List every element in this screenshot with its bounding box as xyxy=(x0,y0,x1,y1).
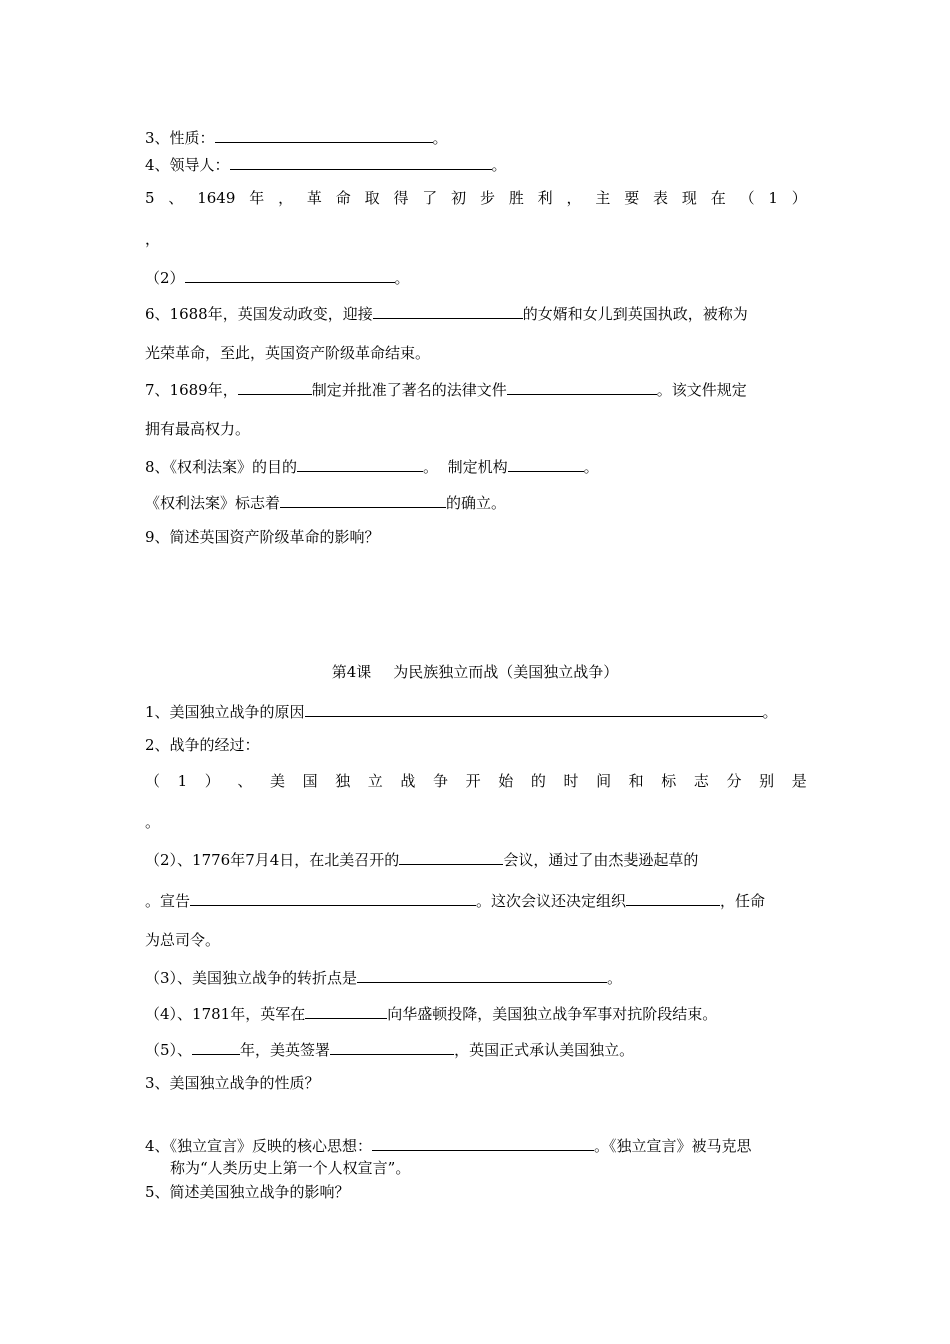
lesson-title: 第4课 为民族独立而战（美国独立战争） xyxy=(331,663,619,681)
question-7-line1: 7、1689年， 制定并批准了著名的法律文件 。该文件规定 xyxy=(145,378,747,400)
question-9: 9、简述英国资产阶级革命的影响？ xyxy=(145,528,380,546)
l4-question-3: 3、美国独立战争的性质？ xyxy=(145,1074,320,1092)
question-8-line1: 8、《权利法案》的目的 。 制定机构 。 xyxy=(145,455,599,477)
answer-blank[interactable] xyxy=(626,889,720,906)
answer-blank[interactable] xyxy=(305,1002,387,1019)
l4-question-2: 2、战争的经过： xyxy=(145,736,260,754)
l4-question-2-2-line3: 为总司令。 xyxy=(145,931,221,949)
answer-blank[interactable] xyxy=(230,153,492,170)
answer-blank[interactable] xyxy=(373,302,523,319)
question-8-line2: 《权利法案》标志着 的确立。 xyxy=(145,491,506,513)
answer-blank[interactable] xyxy=(297,455,423,472)
answer-blank[interactable] xyxy=(507,378,657,395)
l4-question-2-2-line1: （2）、1776年7月4日，在北美召开的 会议，通过了由杰斐逊起草的 xyxy=(145,848,698,870)
l4-question-2-1-end: 。 xyxy=(145,813,161,831)
l4-question-4-line2: 称为“人类历史上第一个人权宣言”。 xyxy=(170,1159,411,1177)
l4-question-2-5: （5）、 年，美英签署 ，英国正式承认美国独立。 xyxy=(145,1038,634,1060)
answer-blank[interactable] xyxy=(372,1134,594,1151)
l4-question-2-4: （4）、1781年，英军在 向华盛顿投降，美国独立战争军事对抗阶段结束。 xyxy=(145,1002,717,1024)
l4-question-4-line1: 4、《独立宣言》反映的核心思想： 。《独立宣言》被马克思 xyxy=(145,1134,752,1156)
answer-blank[interactable] xyxy=(399,848,503,865)
question-6-line1: 6、1688年，英国发动政变，迎接 的女婿和女儿到英国执政，被称为 xyxy=(145,302,748,324)
l4-question-5: 5、简述美国独立战争的影响？ xyxy=(145,1183,350,1201)
answer-blank[interactable] xyxy=(508,455,584,472)
question-5-line1: 5 、 1649 年 ， 革 命 取 得 了 初 步 胜 利 ， 主 要 表 现 在 （ 1 ） xyxy=(145,189,807,207)
answer-blank[interactable] xyxy=(357,966,607,983)
answer-blank[interactable] xyxy=(305,700,763,717)
question-7-line2: 拥有最高权力。 xyxy=(145,420,251,438)
answer-blank[interactable] xyxy=(192,1038,240,1055)
answer-blank[interactable] xyxy=(215,126,433,143)
l4-question-2-2-line2: 。宣告 。这次会议还决定组织 ，任命 xyxy=(145,889,765,911)
l4-question-2-1-line1: （ 1 ） 、 美 国 独 立 战 争 开 始 的 时 间 和 标 志 分 别 是 xyxy=(145,772,807,790)
question-5-comma: ， xyxy=(145,230,161,248)
l4-question-2-3: （3）、美国独立战争的转折点是 。 xyxy=(145,966,622,988)
question-5-part2: （2） 。 xyxy=(145,266,410,288)
answer-blank[interactable] xyxy=(185,266,395,283)
answer-blank[interactable] xyxy=(330,1038,454,1055)
question-4-leader: 4、领导人： 。 xyxy=(145,153,507,175)
answer-blank[interactable] xyxy=(280,491,446,508)
l4-question-1: 1、美国独立战争的原因 。 xyxy=(145,700,778,722)
question-6-line2: 光荣革命，至此，英国资产阶级革命结束。 xyxy=(145,344,431,362)
answer-blank[interactable] xyxy=(190,889,476,906)
question-3-nature: 3、性质： 。 xyxy=(145,126,448,148)
answer-blank[interactable] xyxy=(238,378,312,395)
